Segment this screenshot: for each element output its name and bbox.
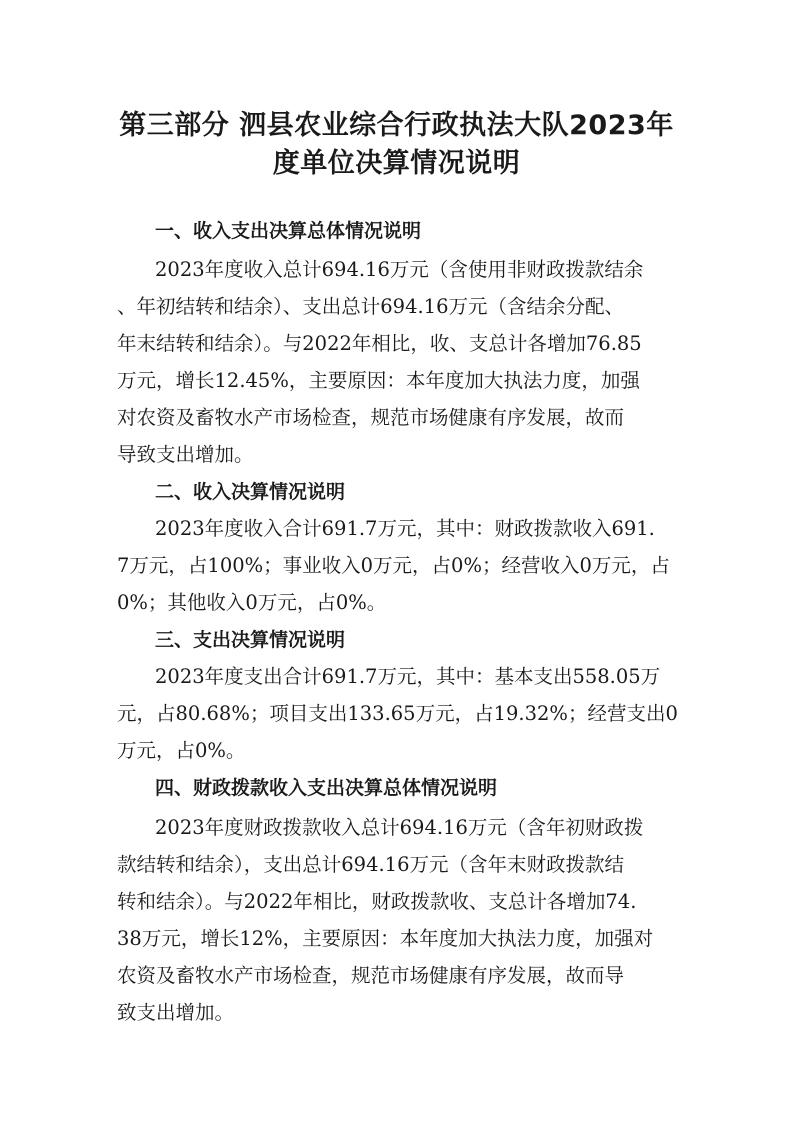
section-3-heading: 三、支出决算情况说明 [155,629,346,651]
section-4-line-4: 38万元，增长12%，主要原因：本年度加大执法力度，加强对 [117,927,654,950]
section-4-line-2: 款结转和结余），支出总计694.16万元（含年末财政拨款结 [117,853,624,876]
section-1-line-6: 导致支出增加。 [117,443,254,466]
section-1-line-3: 年末结转和结余）。与2022年相比，收、支总计各增加76.85 [117,332,642,355]
section-1-line-4: 万元，增长12.45%，主要原因：本年度加大执法力度，加强 [117,369,640,392]
section-2-line-2: 7万元，占100%；事业收入0万元，占0%；经营收入0万元，占 [117,554,670,577]
section-3-line-3: 万元，占0%。 [117,739,246,762]
page-title-line-1: 第三部分 泗县农业综合行政执法大队2023年 [119,110,674,141]
section-2-line-1: 2023年度收入合计691.7万元，其中：财政拨款收入691. [155,517,655,540]
section-4-line-1: 2023年度财政拨款收入总计694.16万元（含年初财政拨 [155,816,644,839]
section-1-line-1: 2023年度收入总计694.16万元（含使用非财政拨款结余 [155,258,644,281]
section-1-line-5: 对农资及畜牧水产市场检查，规范市场健康有序发展，故而 [117,406,625,429]
section-1-heading: 一、收入支出决算总体情况说明 [155,220,422,242]
section-4-line-6: 致支出增加。 [117,1001,235,1024]
section-2-heading: 二、收入决算情况说明 [155,481,346,503]
page-title-line-2: 度单位决算情况说明 [272,148,521,179]
section-1-line-2: 、年初结转和结余）、支出总计694.16万元（含结余分配、 [117,295,624,318]
section-4-line-5: 农资及畜牧水产市场检查，规范市场健康有序发展，故而导 [117,964,625,987]
section-2-line-3: 0%；其他收入0万元，占0%。 [117,591,387,614]
section-3-line-1: 2023年度支出合计691.7万元，其中：基本支出558.05万 [155,665,661,688]
section-3-line-2: 元，占80.68%；项目支出133.65万元，占19.32%；经营支出0 [117,702,678,725]
section-4-heading: 四、财政拨款收入支出决算总体情况说明 [155,777,498,799]
section-4-line-3: 转和结余）。与2022年相比，财政拨款收、支总计各增加74. [117,890,637,913]
